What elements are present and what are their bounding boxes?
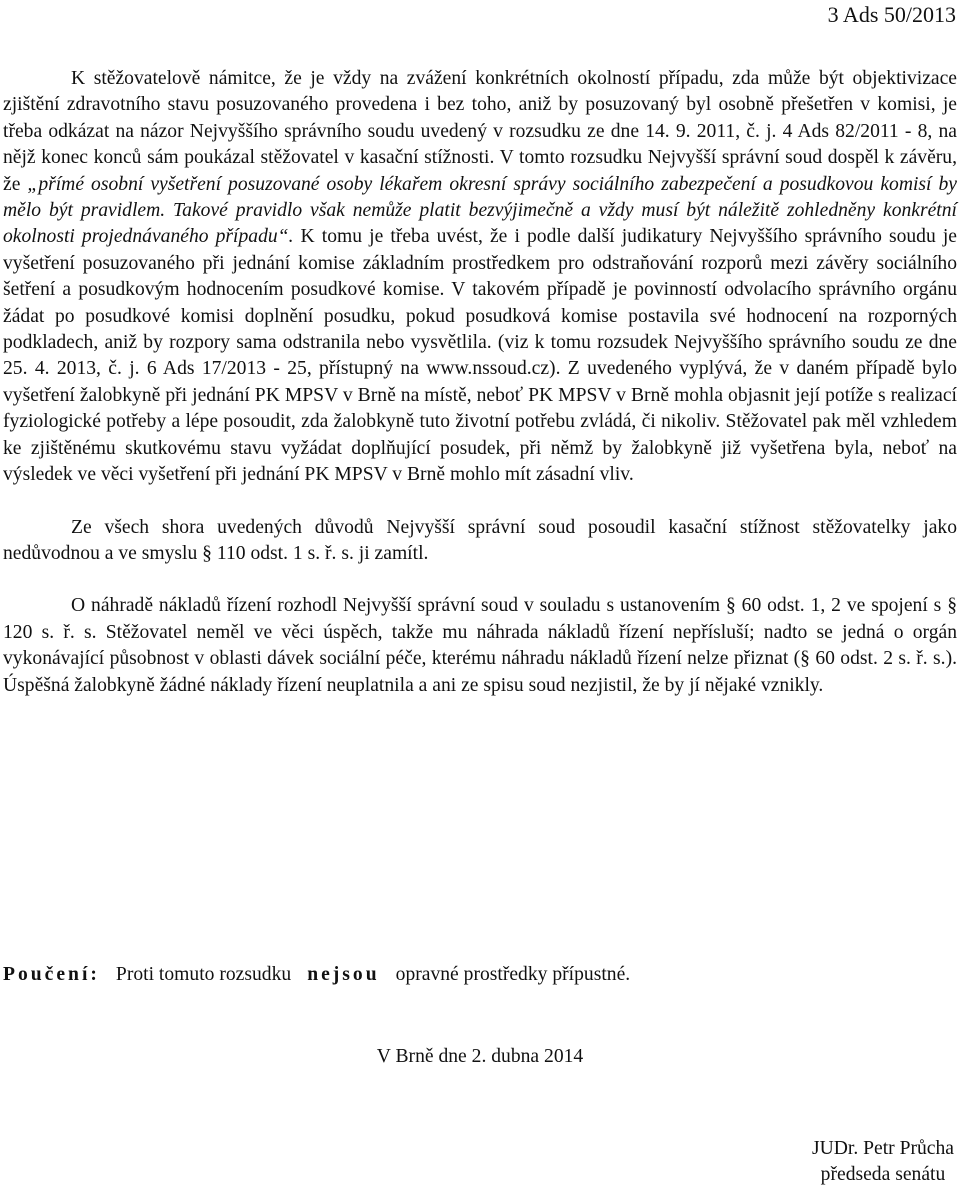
place-and-date: V Brně dne 2. dubna 2014	[376, 1046, 584, 1067]
paragraph-costs: O náhradě nákladů řízení rozhodl Nejvyšší správní soud v souladu s ustanovením § 60 odst. 1, 2 ve spojení s § 120 s. ř. s. Stěžovatel neměl ve věci úspěch, takže mu náhrada nákladů řízení nepřísluší; nadto se jedná o orgán vykonávající působnost v oblasti dávek sociální péče, kterému náhradu nákladů řízení nelze přiznat (§ 60 odst. 2 s. ř. s.). Úspěšná žalobkyně žádné náklady řízení neuplatnila a ani ze spisu soud nezjistil, že by jí nějaké vznikly.	[3, 595, 957, 696]
notice-text-2: opravné prostředky přípustné.	[395, 964, 631, 985]
paragraph-objectivization	[3, 66, 957, 489]
signatory-name: JUDr. Petr Průcha	[811, 1138, 954, 1159]
legal-notice	[3, 962, 630, 988]
quoted-judgment: „přímé osobní vyšetření posuzované osoby lékařem okresní správy sociálního zabezpečení a posudkovou komisí by mělo být pravidlem. Takové pravidlo však nemůže platit bezvýjimečně a vždy musí být náležitě zohledněny konkrétní okolnosti projednávaného případu“.	[3, 173, 957, 248]
reasoning-text	[3, 66, 957, 699]
notice-emphasis: nejsou	[307, 964, 380, 985]
paragraph-1-part-2: K tomu je třeba uvést, že i podle další judikatury Nejvyššího správního soudu je vyšetření posuzovaného při jednání komise základním prostředkem pro odstraňování rozporů mezi závěry sociálního šetření a posudkovým hodnocením posudkové komise. V takovém případě je povinností odvolacího správního orgánu žádat po posudkové komisi doplnění posudku, pokud posudková komise postavila své hodnocení na rozporných podkladech, aniž by rozpory sama odstranila nebo vysvětlila. (viz k tomu rozsudek Nejvyššího správního soudu ze dne 25. 4. 2013, č. j. 6 Ads 17/2013 - 25, přístupný na www.nssoud.cz). Z uvedeného vyplývá, že v daném případě bylo vyšetření žalobkyně při jednání PK MPSV v Brně na místě, neboť PK MPSV v Brně mohla objasnit její potíže s realizací fyziologické potřeby a lépe posoudit, zda žalobkyně tuto životní potřebu zvládá, či nikoliv. Stěžovatel pak měl vzhledem ke zjištěnému skutkovému stavu vyžádat doplňující posudek, při němž by žalobkyně již vyšetřena byla, neboť na výsledek ve věci vyšetření při jednání PK MPSV v Brně mohlo mít zásadní vliv.	[3, 226, 957, 486]
paragraph-1-part-1: K stěžovatelově námitce, že je vždy na zvážení konkrétních okolností případu, zda může být objektivizace zjištění zdravotního stavu posuzovaného provedena i bez toho, aniž by posuzovaný byl osobně přešetřen v komisi, je třeba odkázat na názor Nejvyššího správního soudu uvedený v rozsudku ze dne 14. 9. 2011, č. j. 4 Ads 82/2011 - 8, na nějž konec konců sám poukázal stěžovatel v kasační stížnosti. V tomto rozsudku Nejvyšší správní soud dospěl k závěru, že	[3, 68, 957, 195]
signatory-title: předseda senátu	[820, 1164, 946, 1185]
signature-block	[812, 1136, 954, 1188]
notice-text-1: Proti tomuto rozsudku	[115, 964, 292, 985]
paragraph-dismissal: Ze všech shora uvedených důvodů Nejvyšší správní soud posoudil kasační stížnost stěžovatelky jako nedůvodnou a ve smyslu § 110 odst. 1 s. ř. s. ji zamítl.	[3, 516, 957, 564]
notice-label: Poučení:	[3, 964, 100, 985]
case-number: 3 Ads 50/2013	[827, 2, 956, 27]
